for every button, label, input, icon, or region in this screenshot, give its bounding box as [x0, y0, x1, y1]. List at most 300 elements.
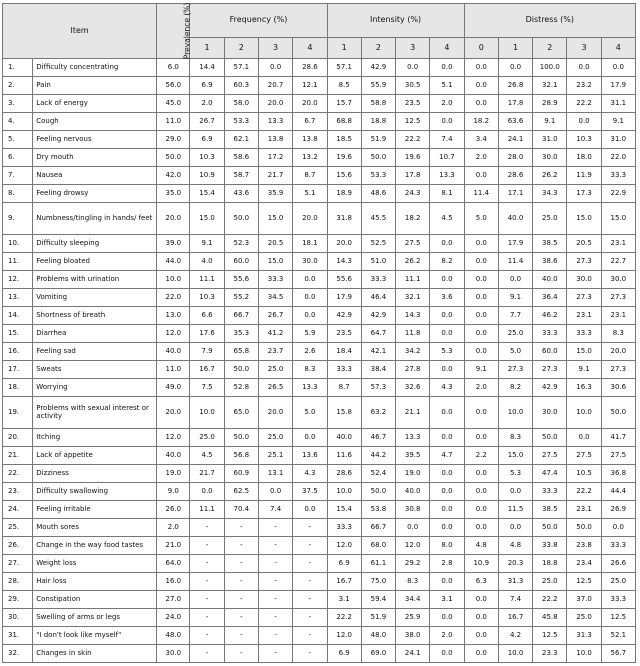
- row-number: 21.: [3, 447, 33, 465]
- table-row: [3, 483, 636, 501]
- frequency-cell: 26.7: [190, 113, 224, 131]
- intensity-cell: 61.1: [361, 555, 395, 573]
- item-name: Dizziness: [33, 465, 157, 483]
- row-number: 20.: [3, 429, 33, 447]
- intensity-cell: 59.4: [361, 591, 395, 609]
- frequency-cell: 50.0: [224, 429, 258, 447]
- prevalence-cell: 29.0: [157, 131, 190, 149]
- intensity-cell: 66.7: [361, 519, 395, 537]
- intensity-cell: 58.8: [361, 95, 395, 113]
- frequency-cell: 7.5: [190, 379, 224, 397]
- item-name: Cough: [33, 113, 157, 131]
- distress-cell: 30.6: [601, 379, 635, 397]
- distress-cell: 0.0: [567, 113, 601, 131]
- distress-cell: 33.8: [533, 537, 567, 555]
- distress-cell: 24.1: [498, 131, 532, 149]
- intensity-cell: 52.4: [361, 465, 395, 483]
- distress-cell: 100.0: [533, 59, 567, 77]
- row-number: 16.: [3, 343, 33, 361]
- item-name: Pain: [33, 77, 157, 95]
- distress-cell: 50.0: [601, 397, 635, 429]
- frequency-cell: 53.3: [224, 113, 258, 131]
- frequency-cell: -: [258, 627, 292, 645]
- distress-cell: 63.6: [498, 113, 532, 131]
- row-number: 19.: [3, 397, 33, 429]
- intensity-cell: 14.3: [327, 253, 361, 271]
- distress-cell: 10.0: [498, 397, 532, 429]
- distress-header: Distress (%): [464, 4, 635, 38]
- distress-cell: 40.0: [498, 203, 532, 235]
- item-name: Feeling bloated: [33, 253, 157, 271]
- intensity-cell: 17.9: [327, 289, 361, 307]
- intensity-cell: 38.4: [361, 361, 395, 379]
- distress-cell: 26.6: [601, 555, 635, 573]
- item-name: Feeling irritable: [33, 501, 157, 519]
- distress-cell: 41.7: [601, 429, 635, 447]
- intensity-cell: 3.6: [430, 289, 464, 307]
- distress-cell: 28.0: [498, 149, 532, 167]
- frequency-cell: 6.9: [190, 131, 224, 149]
- intensity-cell: 10.0: [327, 483, 361, 501]
- distress-cell: 31.0: [533, 131, 567, 149]
- frequency-cell: -: [190, 573, 224, 591]
- distress-cell: 26.2: [533, 167, 567, 185]
- distress-cell: 10.3: [567, 131, 601, 149]
- prevalence-cell: 44.0: [157, 253, 190, 271]
- distress-cell: 0.0: [498, 483, 532, 501]
- distress-cell: 45.8: [533, 609, 567, 627]
- intensity-cell: 30.8: [396, 501, 430, 519]
- distress-cell: 26.9: [601, 501, 635, 519]
- prevalence-cell: 35.0: [157, 185, 190, 203]
- intensity-cell: 0.0: [430, 361, 464, 379]
- frequency-cell: 41.2: [258, 325, 292, 343]
- distress-cell: 22.2: [567, 483, 601, 501]
- intensity-cell: 3.1: [327, 591, 361, 609]
- frequency-cell: 4.3: [293, 465, 327, 483]
- frequency-cell: 0.0: [293, 289, 327, 307]
- item-name: Vomiting: [33, 289, 157, 307]
- frequency-cell: 66.7: [224, 307, 258, 325]
- prevalence-cell: 20.0: [157, 397, 190, 429]
- distress-cell: 31.1: [601, 95, 635, 113]
- distress-level: 2: [533, 38, 567, 59]
- frequency-cell: 35.3: [224, 325, 258, 343]
- distress-cell: 15.0: [567, 203, 601, 235]
- frequency-cell: 7.4: [258, 501, 292, 519]
- frequency-cell: 5.0: [293, 397, 327, 429]
- frequency-cell: 56.8: [224, 447, 258, 465]
- distress-cell: 20.3: [498, 555, 532, 573]
- distress-cell: 3.4: [464, 131, 498, 149]
- prevalence-cell: 49.0: [157, 379, 190, 397]
- item-name: Feeling sad: [33, 343, 157, 361]
- row-number: 24.: [3, 501, 33, 519]
- distress-cell: 12.5: [567, 573, 601, 591]
- distress-cell: 44.4: [601, 483, 635, 501]
- prevalence-cell: 10.0: [157, 271, 190, 289]
- frequency-cell: 4.5: [190, 447, 224, 465]
- intensity-cell: 42.9: [327, 307, 361, 325]
- frequency-cell: 6.7: [293, 113, 327, 131]
- table-row: [3, 289, 636, 307]
- item-name: Diarrhea: [33, 325, 157, 343]
- intensity-cell: 0.0: [430, 429, 464, 447]
- row-number: 14.: [3, 307, 33, 325]
- row-number: 13.: [3, 289, 33, 307]
- frequency-cell: -: [258, 537, 292, 555]
- frequency-cell: 13.3: [258, 113, 292, 131]
- frequency-cell: 20.0: [258, 397, 292, 429]
- intensity-cell: 0.0: [396, 59, 430, 77]
- frequency-cell: 20.0: [293, 95, 327, 113]
- row-number: 12.: [3, 271, 33, 289]
- frequency-cell: -: [190, 609, 224, 627]
- prevalence-cell: 16.0: [157, 573, 190, 591]
- distress-cell: 25.0: [601, 573, 635, 591]
- intensity-cell: 46.7: [361, 429, 395, 447]
- distress-cell: 0.0: [464, 501, 498, 519]
- intensity-cell: 18.8: [361, 113, 395, 131]
- distress-cell: 23.8: [567, 537, 601, 555]
- distress-cell: 22.7: [601, 253, 635, 271]
- distress-cell: 17.3: [567, 185, 601, 203]
- intensity-cell: 28.6: [327, 465, 361, 483]
- intensity-cell: 18.9: [327, 185, 361, 203]
- intensity-cell: 19.6: [327, 149, 361, 167]
- distress-cell: 17.8: [498, 95, 532, 113]
- distress-cell: 4.2: [498, 627, 532, 645]
- frequency-cell: 0.0: [258, 59, 292, 77]
- row-number: 8.: [3, 185, 33, 203]
- table-row: [3, 645, 636, 663]
- frequency-cell: 17.2: [258, 149, 292, 167]
- intensity-cell: 55.6: [327, 271, 361, 289]
- distress-cell: 27.3: [601, 289, 635, 307]
- intensity-level: 3: [396, 38, 430, 59]
- intensity-cell: 32.1: [396, 289, 430, 307]
- distress-cell: 18.2: [464, 113, 498, 131]
- frequency-cell: -: [293, 555, 327, 573]
- frequency-cell: 5.9: [293, 325, 327, 343]
- intensity-cell: 6.9: [327, 645, 361, 663]
- frequency-cell: 35.9: [258, 185, 292, 203]
- item-name: Constipation: [33, 591, 157, 609]
- distress-cell: 30.0: [601, 271, 635, 289]
- intensity-cell: 4.7: [430, 447, 464, 465]
- distress-cell: 27.5: [567, 447, 601, 465]
- table-row: [3, 465, 636, 483]
- distress-cell: 6.3: [464, 573, 498, 591]
- intensity-cell: 0.0: [430, 325, 464, 343]
- intensity-cell: 12.0: [327, 537, 361, 555]
- frequency-cell: -: [224, 645, 258, 663]
- distress-cell: 9.1: [601, 113, 635, 131]
- frequency-cell: 12.1: [293, 77, 327, 95]
- frequency-cell: -: [190, 627, 224, 645]
- prevalence-cell: 11.0: [157, 113, 190, 131]
- frequency-cell: 6.9: [190, 77, 224, 95]
- intensity-cell: 8.0: [430, 537, 464, 555]
- distress-cell: 2.0: [464, 149, 498, 167]
- frequency-cell: -: [258, 519, 292, 537]
- distress-cell: 25.0: [498, 325, 532, 343]
- distress-cell: 0.0: [464, 59, 498, 77]
- frequency-cell: -: [293, 519, 327, 537]
- prevalence-cell: 11.0: [157, 361, 190, 379]
- frequency-cell: 0.0: [258, 483, 292, 501]
- prevalence-cell: 48.0: [157, 627, 190, 645]
- intensity-cell: 0.0: [430, 573, 464, 591]
- intensity-cell: 51.9: [361, 609, 395, 627]
- distress-cell: 20.5: [567, 235, 601, 253]
- frequency-level: 2: [224, 38, 258, 59]
- distress-cell: 10.9: [464, 555, 498, 573]
- item-name: Feeling nervous: [33, 131, 157, 149]
- distress-cell: 28.6: [498, 167, 532, 185]
- frequency-cell: 15.4: [190, 185, 224, 203]
- item-name: "I don't look like myself": [33, 627, 157, 645]
- distress-cell: 23.1: [601, 307, 635, 325]
- frequency-cell: 4.0: [190, 253, 224, 271]
- item-name: Change in the way food tastes: [33, 537, 157, 555]
- distress-cell: 23.2: [567, 77, 601, 95]
- item-name: Shortness of breath: [33, 307, 157, 325]
- intensity-cell: 8.2: [430, 253, 464, 271]
- frequency-cell: 16.7: [190, 361, 224, 379]
- frequency-cell: 13.8: [293, 131, 327, 149]
- distress-cell: 18.0: [567, 149, 601, 167]
- intensity-cell: 11.8: [396, 325, 430, 343]
- item-name: Lack of energy: [33, 95, 157, 113]
- frequency-cell: 26.7: [258, 307, 292, 325]
- distress-level: 0: [464, 38, 498, 59]
- frequency-cell: -: [224, 573, 258, 591]
- frequency-cell: 13.1: [258, 465, 292, 483]
- intensity-level: 2: [361, 38, 395, 59]
- intensity-cell: 7.4: [430, 131, 464, 149]
- intensity-cell: 12.5: [396, 113, 430, 131]
- distress-cell: 9.1: [464, 361, 498, 379]
- intensity-cell: 53.8: [361, 501, 395, 519]
- distress-cell: 23.3: [533, 645, 567, 663]
- distress-cell: 33.3: [533, 325, 567, 343]
- frequency-cell: 0.0: [293, 501, 327, 519]
- intensity-cell: 25.9: [396, 609, 430, 627]
- intensity-cell: 42.1: [361, 343, 395, 361]
- intensity-cell: 18.2: [396, 203, 430, 235]
- item-name: Sweats: [33, 361, 157, 379]
- table-row: [3, 113, 636, 131]
- distress-cell: 33.3: [533, 483, 567, 501]
- distress-cell: 23.1: [601, 235, 635, 253]
- intensity-cell: 5.3: [430, 343, 464, 361]
- distress-cell: 0.0: [464, 271, 498, 289]
- intensity-cell: 68.0: [361, 537, 395, 555]
- frequency-cell: -: [224, 591, 258, 609]
- intensity-cell: 51.9: [361, 131, 395, 149]
- frequency-cell: -: [190, 537, 224, 555]
- frequency-cell: 13.8: [258, 131, 292, 149]
- frequency-header: Frequency (%): [190, 4, 327, 38]
- frequency-cell: 10.0: [190, 397, 224, 429]
- intensity-cell: 0.0: [430, 519, 464, 537]
- frequency-cell: 20.7: [258, 77, 292, 95]
- distress-cell: 0.0: [567, 429, 601, 447]
- frequency-cell: 0.0: [293, 271, 327, 289]
- distress-cell: 18.8: [533, 555, 567, 573]
- prevalence-cell: 22.0: [157, 289, 190, 307]
- distress-cell: 0.0: [567, 59, 601, 77]
- frequency-cell: -: [258, 591, 292, 609]
- frequency-level: 4: [293, 38, 327, 59]
- distress-cell: 47.4: [533, 465, 567, 483]
- item-name: Problems with sexual interest or activity: [33, 397, 157, 429]
- frequency-cell: 25.0: [258, 361, 292, 379]
- distress-cell: 38.5: [533, 235, 567, 253]
- frequency-cell: -: [258, 555, 292, 573]
- distress-cell: 27.3: [533, 361, 567, 379]
- frequency-cell: -: [293, 627, 327, 645]
- distress-cell: 9.1: [567, 361, 601, 379]
- frequency-cell: 15.0: [190, 203, 224, 235]
- row-number: 5.: [3, 131, 33, 149]
- item-header: Item: [3, 4, 157, 59]
- intensity-cell: 32.6: [396, 379, 430, 397]
- table-row: [3, 609, 636, 627]
- frequency-cell: -: [258, 573, 292, 591]
- intensity-cell: 0.0: [396, 519, 430, 537]
- distress-cell: 25.0: [567, 609, 601, 627]
- item-name: Hair loss: [33, 573, 157, 591]
- frequency-cell: 25.0: [258, 429, 292, 447]
- row-number: 28.: [3, 573, 33, 591]
- distress-cell: 11.5: [498, 501, 532, 519]
- distress-cell: 56.7: [601, 645, 635, 663]
- intensity-cell: 0.0: [430, 271, 464, 289]
- intensity-cell: 48.6: [361, 185, 395, 203]
- frequency-cell: -: [293, 573, 327, 591]
- intensity-cell: 19.6: [396, 149, 430, 167]
- frequency-cell: 14.4: [190, 59, 224, 77]
- frequency-cell: -: [224, 609, 258, 627]
- distress-cell: 4.8: [498, 537, 532, 555]
- distress-cell: 11.4: [498, 253, 532, 271]
- frequency-cell: 50.0: [224, 361, 258, 379]
- frequency-cell: 23.7: [258, 343, 292, 361]
- table-row: [3, 325, 636, 343]
- frequency-cell: 60.9: [224, 465, 258, 483]
- frequency-cell: -: [224, 537, 258, 555]
- table-body: [3, 59, 636, 663]
- intensity-cell: 24.3: [396, 185, 430, 203]
- intensity-cell: 15.6: [327, 167, 361, 185]
- frequency-cell: 58.0: [224, 95, 258, 113]
- table-row: [3, 397, 636, 429]
- frequency-cell: 52.8: [224, 379, 258, 397]
- distress-cell: 31.0: [601, 131, 635, 149]
- row-number: 25.: [3, 519, 33, 537]
- distress-cell: 0.0: [601, 519, 635, 537]
- intensity-cell: 63.2: [361, 397, 395, 429]
- frequency-cell: -: [293, 591, 327, 609]
- intensity-cell: 33.3: [327, 361, 361, 379]
- distress-cell: 31.3: [567, 627, 601, 645]
- distress-cell: 22.0: [601, 149, 635, 167]
- frequency-cell: 58.7: [224, 167, 258, 185]
- distress-cell: 0.0: [464, 289, 498, 307]
- row-number: 10.: [3, 235, 33, 253]
- table-row: [3, 591, 636, 609]
- intensity-cell: 55.9: [361, 77, 395, 95]
- distress-cell: 0.0: [464, 325, 498, 343]
- intensity-cell: 0.0: [430, 465, 464, 483]
- prevalence-cell: 42.0: [157, 167, 190, 185]
- distress-cell: 27.3: [498, 361, 532, 379]
- frequency-cell: -: [293, 609, 327, 627]
- intensity-cell: 8.5: [327, 77, 361, 95]
- frequency-cell: 8.3: [293, 361, 327, 379]
- symptom-table: [2, 3, 636, 663]
- distress-cell: 0.0: [464, 77, 498, 95]
- prevalence-cell: 21.0: [157, 537, 190, 555]
- distress-cell: 34.3: [533, 185, 567, 203]
- intensity-cell: 42.9: [361, 59, 395, 77]
- distress-cell: 50.0: [567, 519, 601, 537]
- frequency-cell: 11.1: [190, 271, 224, 289]
- intensity-cell: 27.5: [396, 235, 430, 253]
- frequency-cell: 70.4: [224, 501, 258, 519]
- intensity-cell: 21.1: [396, 397, 430, 429]
- row-number: 11.: [3, 253, 33, 271]
- distress-cell: 32.1: [533, 77, 567, 95]
- distress-cell: 60.0: [533, 343, 567, 361]
- frequency-cell: 43.6: [224, 185, 258, 203]
- distress-cell: 16.3: [567, 379, 601, 397]
- frequency-cell: 25.0: [190, 429, 224, 447]
- intensity-cell: 27.8: [396, 361, 430, 379]
- intensity-cell: 6.9: [327, 555, 361, 573]
- intensity-cell: 15.7: [327, 95, 361, 113]
- table-row: [3, 361, 636, 379]
- distress-cell: 20.0: [601, 343, 635, 361]
- prevalence-cell: 9.0: [157, 483, 190, 501]
- row-number: 32.: [3, 645, 33, 663]
- row-number: 23.: [3, 483, 33, 501]
- distress-cell: 8.3: [601, 325, 635, 343]
- intensity-cell: 16.7: [327, 573, 361, 591]
- prevalence-cell: 50.0: [157, 149, 190, 167]
- frequency-cell: -: [258, 645, 292, 663]
- intensity-cell: 0.0: [430, 483, 464, 501]
- intensity-cell: 19.0: [396, 465, 430, 483]
- frequency-cell: 34.5: [258, 289, 292, 307]
- row-number: 30.: [3, 609, 33, 627]
- item-name: Nausea: [33, 167, 157, 185]
- distress-cell: 8.3: [498, 429, 532, 447]
- prevalence-cell: 12.0: [157, 429, 190, 447]
- intensity-cell: 34.4: [396, 591, 430, 609]
- intensity-cell: 23.5: [396, 95, 430, 113]
- item-name: Difficulty swallowing: [33, 483, 157, 501]
- intensity-cell: 22.2: [327, 609, 361, 627]
- distress-cell: 23.1: [567, 307, 601, 325]
- intensity-cell: 68.8: [327, 113, 361, 131]
- intensity-cell: 57.1: [327, 59, 361, 77]
- frequency-cell: 26.5: [258, 379, 292, 397]
- distress-cell: 0.0: [464, 519, 498, 537]
- intensity-cell: 57.3: [361, 379, 395, 397]
